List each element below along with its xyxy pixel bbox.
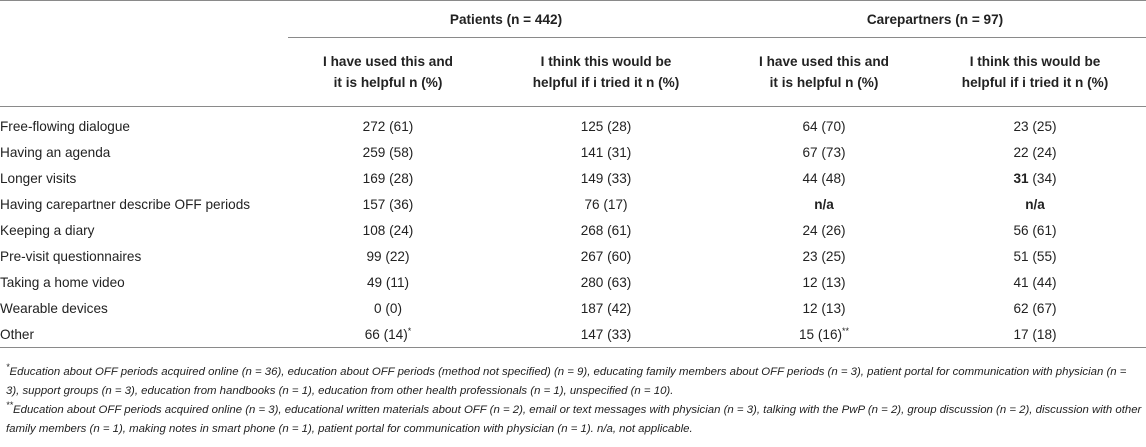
- cell-carepartners-used: 12 (13): [802, 274, 846, 290]
- cell-carepartners-used: 15 (16)**: [798, 325, 850, 342]
- row-label: Other: [0, 326, 34, 342]
- row-label: Longer visits: [0, 170, 77, 186]
- cell-carepartners-would: 56 (61): [1013, 222, 1057, 238]
- table-row: [0, 269, 1146, 295]
- cell-patients-would: 147 (33): [580, 326, 632, 342]
- cell-carepartners-would: n/a: [1025, 196, 1045, 212]
- cell-carepartners-used: n/a: [814, 196, 834, 212]
- cell-patients-would: 141 (31): [580, 144, 632, 160]
- cell-carepartners-would: 17 (18): [1013, 326, 1057, 342]
- cell-patients-used: 66 (14)*: [364, 325, 412, 342]
- col-header-patients-would: I think this would be helpful if i tried it n (%): [532, 54, 680, 90]
- cell-carepartners-used: 67 (73): [802, 144, 846, 160]
- row-label: Keeping a diary: [0, 222, 95, 238]
- sub-header-row: [0, 38, 1146, 107]
- row-label: Having an agenda: [0, 144, 111, 160]
- row-label: Free-flowing dialogue: [0, 118, 130, 134]
- cell-patients-used: 99 (22): [366, 248, 410, 264]
- footnote-1: *Education about OFF periods acquired online (n = 36), education about OFF periods (method not specified) (n = 9), educating family members about OFF periods (n = 3), patient portal for communication with physician (n = 3), support groups (n = 3), education from handbooks (n = 1), education from other health professionals (n = 1), unspecified (n = 10).: [6, 362, 1127, 397]
- bold-value: 31: [1013, 170, 1029, 186]
- table-row: [0, 165, 1146, 191]
- col-header-patients-used: I have used this and it is helpful n (%): [323, 54, 453, 90]
- table-row: [0, 191, 1146, 217]
- cell-carepartners-would: 41 (44): [1013, 274, 1057, 290]
- cell-patients-would: 149 (33): [580, 170, 632, 186]
- cell-patients-used: 49 (11): [366, 274, 410, 290]
- row-label: Having carepartner describe OFF periods: [0, 196, 251, 212]
- col-header-carepartners-used: I have used this and it is helpful n (%): [759, 54, 889, 90]
- cell-carepartners-would: 22 (24): [1013, 144, 1057, 160]
- cell-patients-used: 169 (28): [362, 170, 414, 186]
- cell-carepartners-would: 31 (34): [1013, 170, 1057, 186]
- group-header-patients: Patients (n = 442): [288, 1, 724, 38]
- footnote-2: **Education about OFF periods acquired online (n = 3), educational written materials about OFF (n = 2), email or text messages with physician (n = 3), talking with the PwP (n = 2), group discussion (n = 2), discussion with other family members (n = 1), making notes in smart phone (n = 1), patient portal for communication with physician (n = 1). n/a, not applicable.: [6, 400, 1142, 435]
- table-row: [0, 295, 1146, 321]
- table-row: [0, 139, 1146, 165]
- table-footnotes: [6, 363, 1142, 439]
- cell-patients-used: 259 (58): [362, 144, 414, 160]
- cell-patients-would: 280 (63): [580, 274, 632, 290]
- table-row: [0, 321, 1146, 348]
- cell-carepartners-used: 24 (26): [802, 222, 846, 238]
- cell-carepartners-would: 51 (55): [1013, 248, 1057, 264]
- cell-patients-used: 157 (36): [362, 196, 414, 212]
- row-label: Wearable devices: [0, 300, 108, 316]
- footnote-mark: **: [842, 325, 850, 336]
- cell-patients-used: 0 (0): [374, 300, 402, 316]
- cell-carepartners-would: 62 (67): [1013, 300, 1057, 316]
- table-row: [0, 217, 1146, 243]
- cell-patients-used: 272 (61): [362, 118, 414, 134]
- cell-carepartners-used: 23 (25): [802, 248, 846, 264]
- cell-carepartners-would: 23 (25): [1013, 118, 1057, 134]
- cell-patients-used: 108 (24): [362, 222, 414, 238]
- footnote-mark: *: [407, 325, 412, 336]
- row-label: Pre-visit questionnaires: [0, 248, 142, 264]
- cell-carepartners-used: 12 (13): [802, 300, 846, 316]
- table-row: [0, 113, 1146, 139]
- cell-patients-would: 187 (42): [580, 300, 632, 316]
- cell-patients-would: 125 (28): [580, 118, 632, 134]
- cell-patients-would: 76 (17): [584, 196, 628, 212]
- table-row: [0, 243, 1146, 269]
- cell-carepartners-used: 64 (70): [802, 118, 846, 134]
- row-label: Taking a home video: [0, 274, 125, 290]
- cell-patients-would: 268 (61): [580, 222, 632, 238]
- group-header-carepartners: Carepartners (n = 97): [724, 1, 1146, 38]
- cell-patients-would: 267 (60): [580, 248, 632, 264]
- group-header-row: [0, 1, 1146, 38]
- cell-carepartners-used: 44 (48): [802, 170, 846, 186]
- col-header-carepartners-would: I think this would be helpful if i tried it n (%): [961, 54, 1109, 90]
